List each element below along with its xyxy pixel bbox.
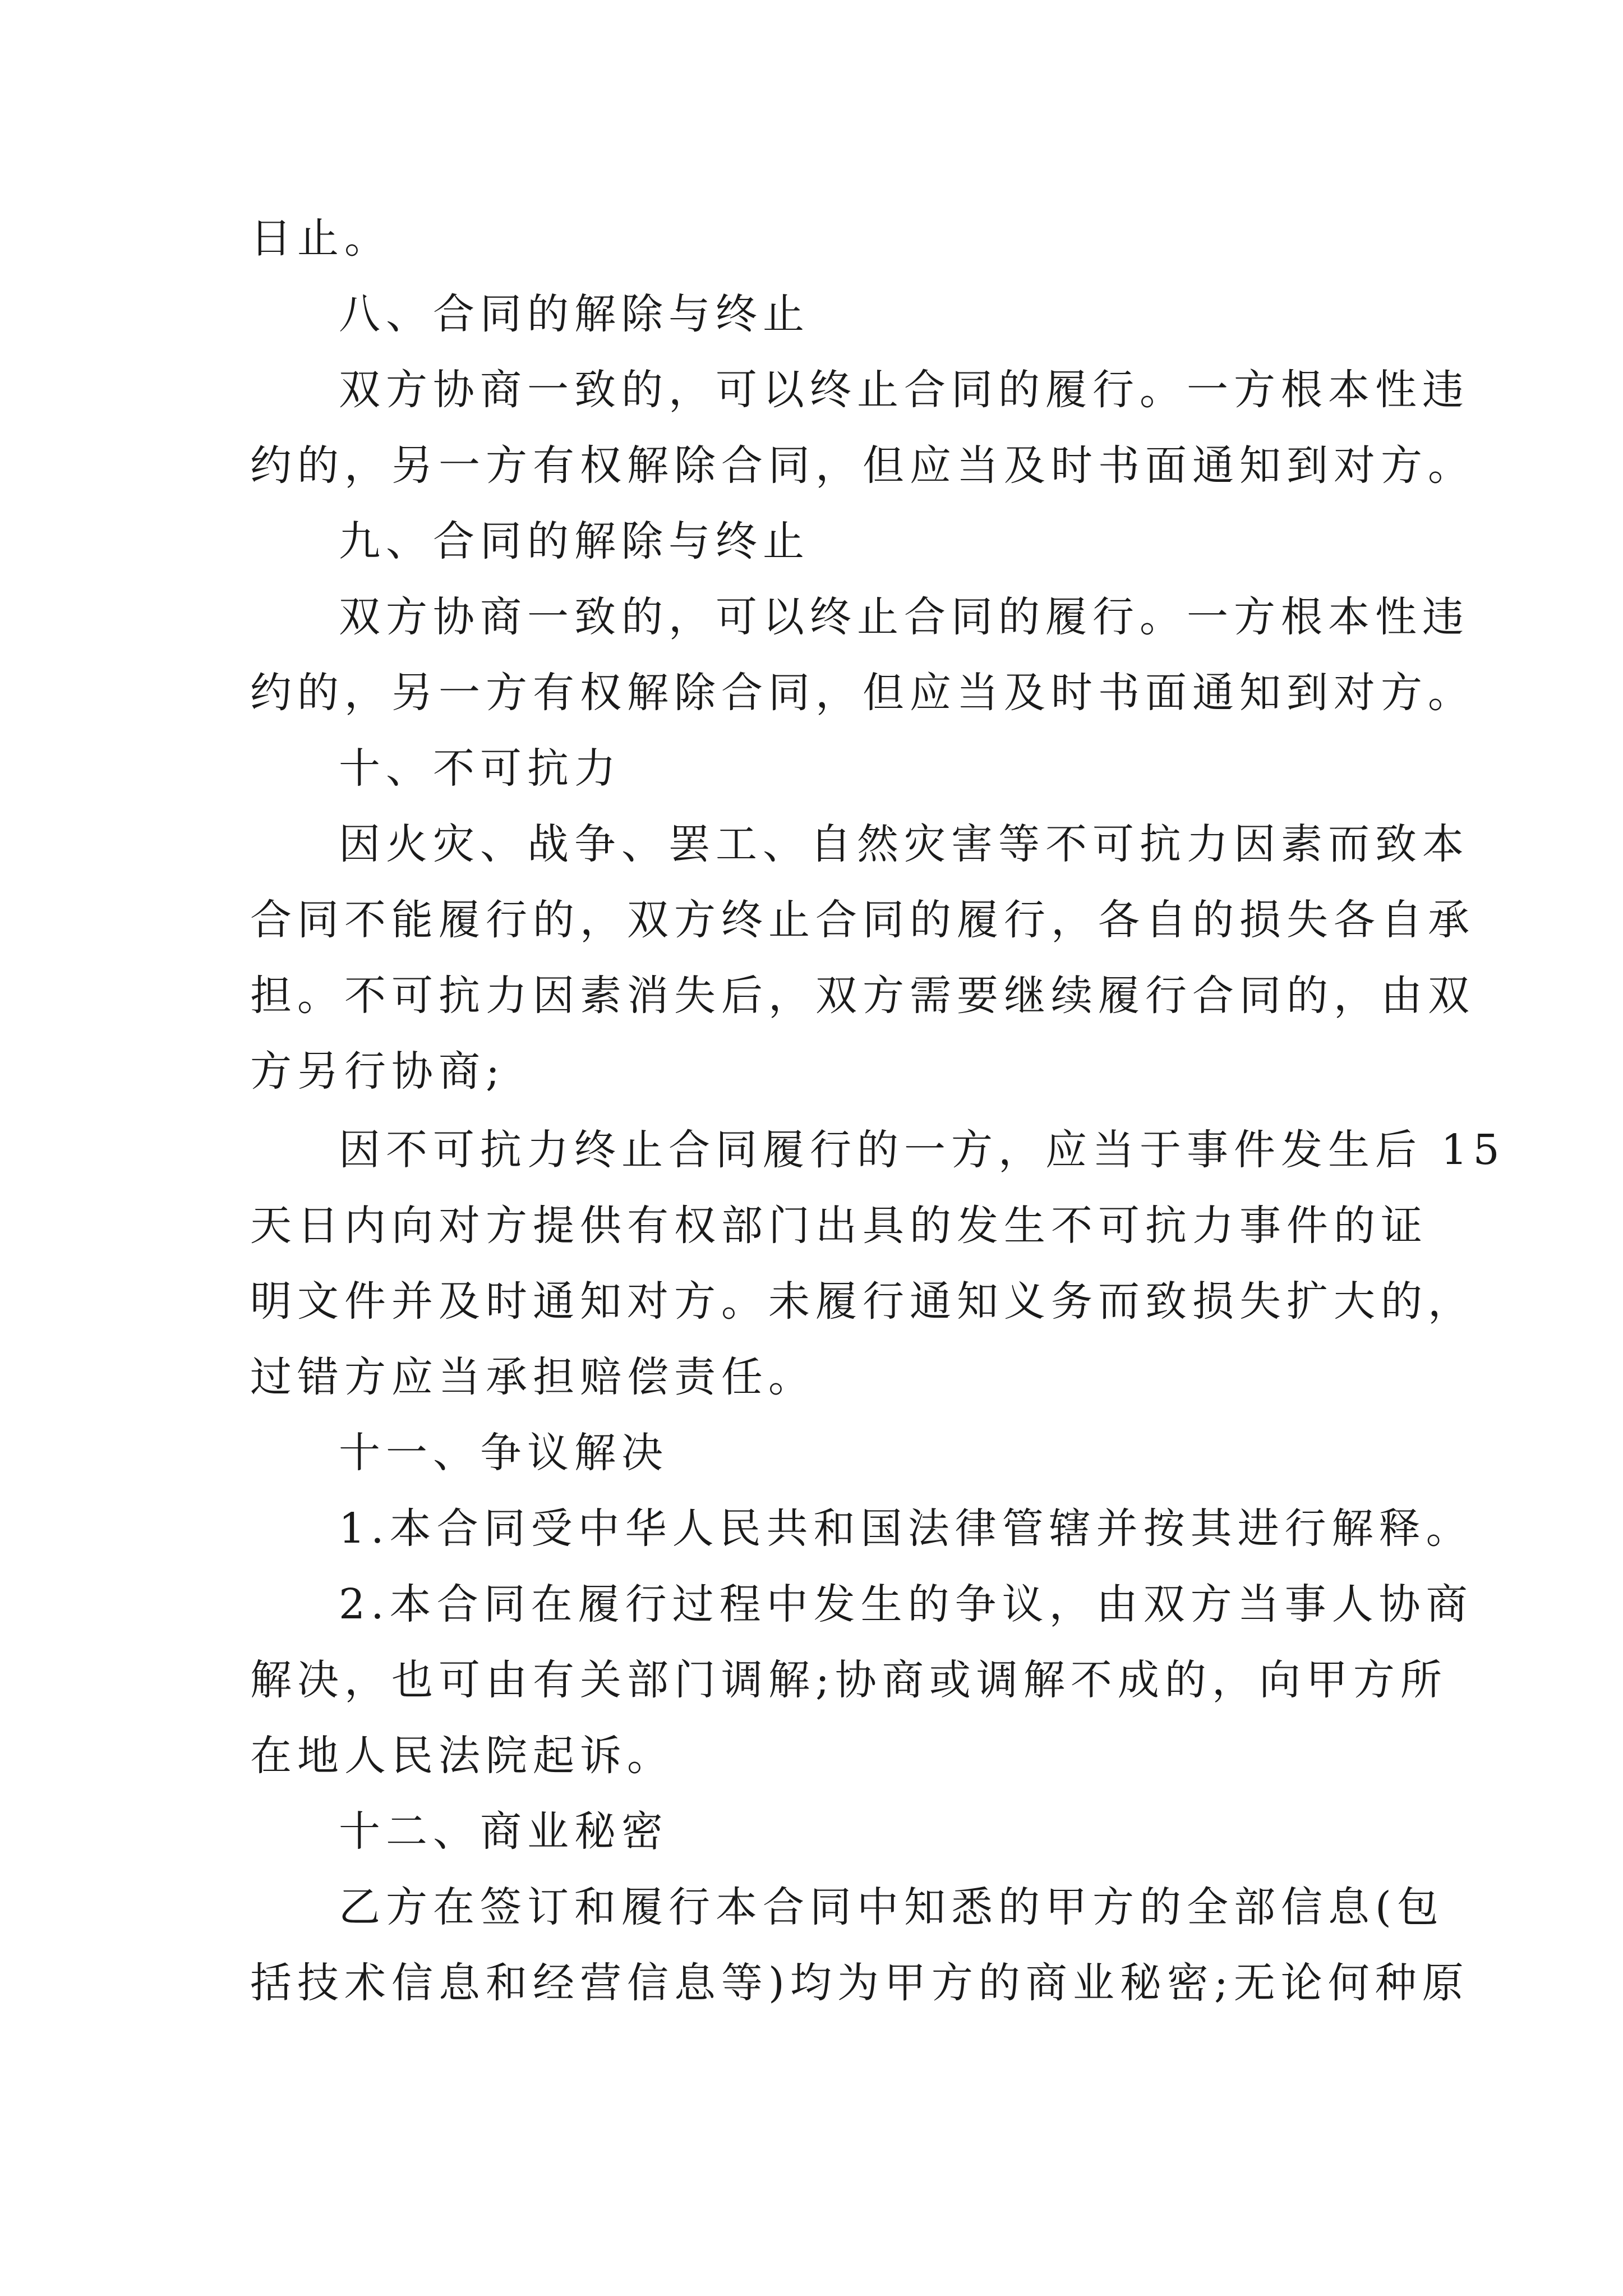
text-line: 1.本合同受中华人民共和国法律管辖并按其进行解释。 <box>339 1504 1473 1553</box>
text-line: 乙方在签订和履行本合同中知悉的甲方的全部信息(包 <box>339 1883 1444 1931</box>
section-heading-9: 九、合同的解除与终止 <box>339 517 810 565</box>
text-line: 日止。 <box>250 214 391 263</box>
section-heading-11: 十一、争议解决 <box>339 1429 668 1477</box>
text-line: 天日内向对方提供有权部门出具的发生不可抗力事件的证 <box>250 1202 1428 1250</box>
section-heading-8: 八、合同的解除与终止 <box>339 290 810 338</box>
text-line: 合同不能履行的，双方终止合同的履行，各自的损失各自承 <box>250 896 1475 944</box>
text-line: 在地人民法院起诉。 <box>250 1732 674 1780</box>
text-line: 括技术信息和经营信息等)均为甲方的商业秘密;无论何种原 <box>250 1959 1469 2007</box>
text-line: 方另行协商; <box>250 1047 505 1096</box>
text-line: 因不可抗力终止合同履行的一方，应当于事件发生后 15 <box>339 1126 1505 1174</box>
text-line: 解决，也可由有关部门调解;协商或调解不成的，向甲方所 <box>250 1656 1447 1704</box>
text-line: 明文件并及时通知对方。未履行通知义务而致损失扩大的， <box>250 1277 1475 1326</box>
section-heading-12: 十二、商业秘密 <box>339 1807 668 1856</box>
text-line: 担。不可抗力因素消失后，双方需要继续履行合同的，由双 <box>250 972 1475 1020</box>
text-line: 约的，另一方有权解除合同，但应当及时书面通知到对方。 <box>250 441 1475 490</box>
text-line: 因火灾、战争、罢工、自然灾害等不可抗力因素而致本 <box>339 820 1469 868</box>
text-line: 双方协商一致的，可以终止合同的履行。一方根本性违 <box>339 593 1469 641</box>
section-heading-10: 十、不可抗力 <box>339 744 621 793</box>
text-line: 过错方应当承担赔偿责任。 <box>250 1353 815 1401</box>
text-line: 约的，另一方有权解除合同，但应当及时书面通知到对方。 <box>250 669 1475 717</box>
text-line: 双方协商一致的，可以终止合同的履行。一方根本性违 <box>339 366 1469 414</box>
text-line: 2.本合同在履行过程中发生的争议，由双方当事人协商 <box>339 1580 1473 1628</box>
